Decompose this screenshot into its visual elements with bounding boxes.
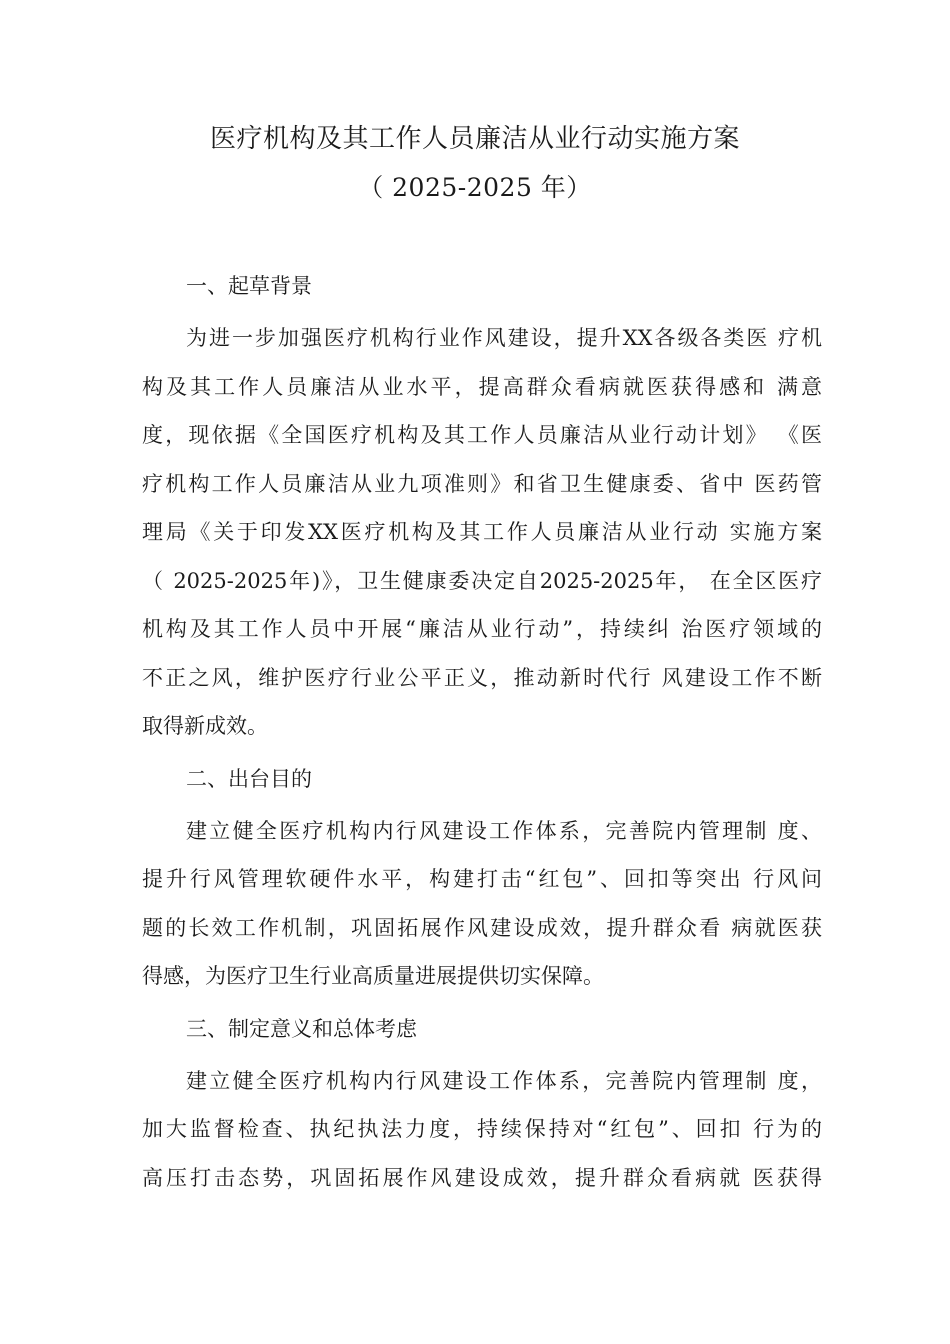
paragraph-line: 建立健全医疗机构内行风建设工作体系，完善院内管理制 度、 <box>186 818 822 843</box>
section-heading-significance: 三、制定意义和总体考虑 <box>186 1016 417 1041</box>
paragraph-line: 疗机构工作人员廉洁从业九项准则》和省卫生健康委、省中 医药管 <box>142 471 822 496</box>
section-heading-purpose: 二、出台目的 <box>186 766 312 791</box>
paragraph-line: 建立健全医疗机构内行风建设工作体系，完善院内管理制 度， <box>186 1068 822 1093</box>
section-paragraph-significance <box>142 1057 822 1203</box>
paragraph-line: 为进一步加强医疗机构行业作风建设，提升XX各级各类医 疗机 <box>186 326 822 350</box>
paragraph-line: 取得新成效。 <box>142 714 268 738</box>
paragraph-line: 度，现依据《全国医疗机构及其工作人员廉洁从业行动计划》 《医 <box>142 423 822 447</box>
document-title: 医疗机构及其工作人员廉洁从业行动实施方案 <box>209 124 740 154</box>
paragraph-line: 构及其工作人员廉洁从业水平，提高群众看病就医获得感和 满意 <box>142 374 822 399</box>
paragraph-line: 不正之风，维护医疗行业公平正义，推动新时代行 风建设工作不断 <box>142 665 822 690</box>
document-body <box>142 262 822 1206</box>
document-subtitle: （ 2025-2025 年） <box>358 173 592 202</box>
paragraph-line: 高压打击态势，巩固拓展作风建设成效，提升群众看病就 医获得 <box>142 1165 822 1190</box>
paragraph-line: 加大监督检查、执纪执法力度，持续保持对“红包”、回扣 行为的 <box>142 1117 822 1141</box>
section-heading-background: 一、起草背景 <box>186 274 312 298</box>
paragraph-line: 理局《关于印发XX医疗机构及其工作人员廉洁从业行动 实施方案 <box>142 520 822 544</box>
paragraph-line: 得感，为医疗卫生行业高质量进展提供切实保障。 <box>142 964 604 988</box>
paragraph-line: 题的长效工作机制，巩固拓展作风建设成效，提升群众看 病就医获 <box>142 915 822 940</box>
section-paragraph-purpose <box>142 807 822 1001</box>
paragraph-line: 机构及其工作人员中开展“廉洁从业行动”，持续纠 治医疗领域的 <box>142 617 822 641</box>
paragraph-line: 提升行风管理软硬件水平，构建打击“红包”、回扣等突出 行风问 <box>142 867 822 891</box>
paragraph-line: （ 2025-2025年)》，卫生健康委决定自2025-2025年， 在全区医疗 <box>142 568 822 593</box>
section-paragraph-background <box>142 314 822 751</box>
